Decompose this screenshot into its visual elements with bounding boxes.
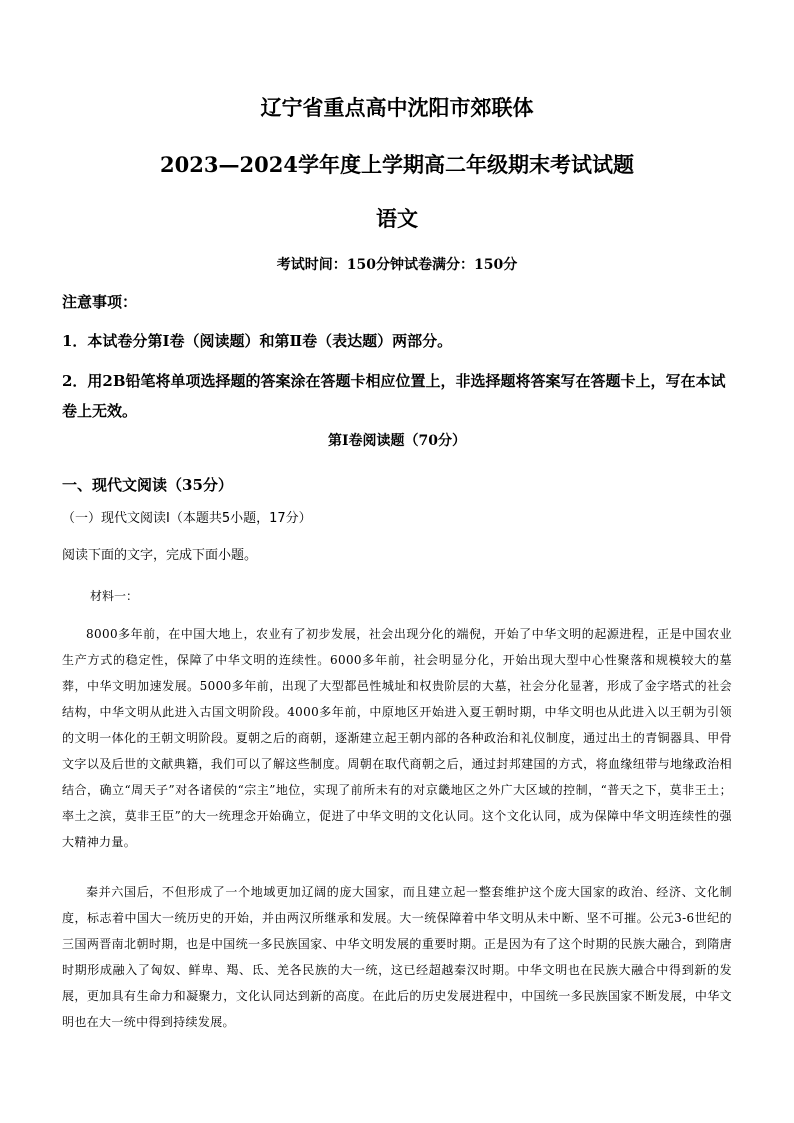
page-title-line1: 辽宁省重点高中沈阳市郊联体 <box>260 95 534 120</box>
notice-item-2: 2．用2B铅笔将单项选择题的答案涂在答题卡相应位置上，非选择题将答案写在答题卡上，写在本试卷上无效。 <box>62 372 726 420</box>
instruction-text: 阅读下面的文字，完成下面小题。 <box>62 548 258 563</box>
exam-info: 考试时间：150分钟试卷满分：150分 <box>276 257 518 273</box>
subject-title: 语文 <box>376 206 418 231</box>
part-title: 一、现代文阅读（35分） <box>62 476 233 494</box>
notice-item-1: 1．本试卷分第Ⅰ卷（阅读题）和第Ⅱ卷（表达题）两部分。 <box>62 332 453 350</box>
paragraph-1: 8000多年前，在中国大地上，农业有了初步发展，社会出现分化的端倪，开始了中华文明的起源进程，正是中国农业生产方式的稳定性，保障了中华文明的连续性。6000多年前，社会明显分化，开始出现大型中心性聚落和规模较大的墓葬，中华文明加速发展。5000多年前，出现了大型都邑性城址和权贵阶层的大墓，社会分化显著，形成了金字塔式的社会结构，中华文明从此进入古国文明阶段。4000多年前，中原地区开始进入夏王朝时期，中华文明也从此进入以王朝为引领的文明一体化的王朝文明阶段。夏朝之后的商朝，逐渐建立起王朝内部的各种政治和礼仪制度，通过出土的青铜器具、甲骨文字以及后世的文献典籍，我们可以了解这些制度。周朝在取代商朝之后，通过封邦建国的方式，将血缘纽带与地缘政治相结合，确立“周天子”对各诸侯的“宗主”地位，实现了前所未有的对京畿地区之外广大区域的控制，“普天之下，莫非王土；率土之滨，莫非王臣”的大一统理念开始确立，促进了中华文明的文化认同。这个文化认同，成为保障中华文明连续性的强大精神力量。 <box>62 627 732 849</box>
page-title-line2: 2023—2024学年度上学期高二年级期末考试试题 <box>160 152 634 177</box>
material-label: 材料一： <box>90 589 139 603</box>
subpart-title: （一）现代文阅读Ⅰ（本题共5小题，17分） <box>62 511 312 526</box>
notice-heading: 注意事项： <box>62 293 138 311</box>
volume-title: 第Ⅰ卷阅读题（70分） <box>327 433 467 449</box>
paragraph-2: 秦并六国后，不但形成了一个地域更加辽阔的庞大国家，而且建立起一整套维护这个庞大国家的政治、经济、文化制度，标志着中国大一统历史的开始，并由两汉所继承和发展。大一统保障着中华文明从未中断、坚不可摧。公元3-6世纪的三国两晋南北朝时期，也是中国统一多民族国家、中华文明发展的重要时期。正是因为有了这个时期的民族大融合，到隋唐时期形成融入了匈奴、鲜卑、羯、氐、羌各民族的大一统，这已经超越秦汉时期。中华文明也在民族大融合中得到新的发展，更加具有生命力和凝聚力，文化认同达到新的高度。在此后的历史发展进程中，中国统一多民族国家不断发展，中华文明也在大一统中得到持续发展。 <box>62 885 732 1029</box>
